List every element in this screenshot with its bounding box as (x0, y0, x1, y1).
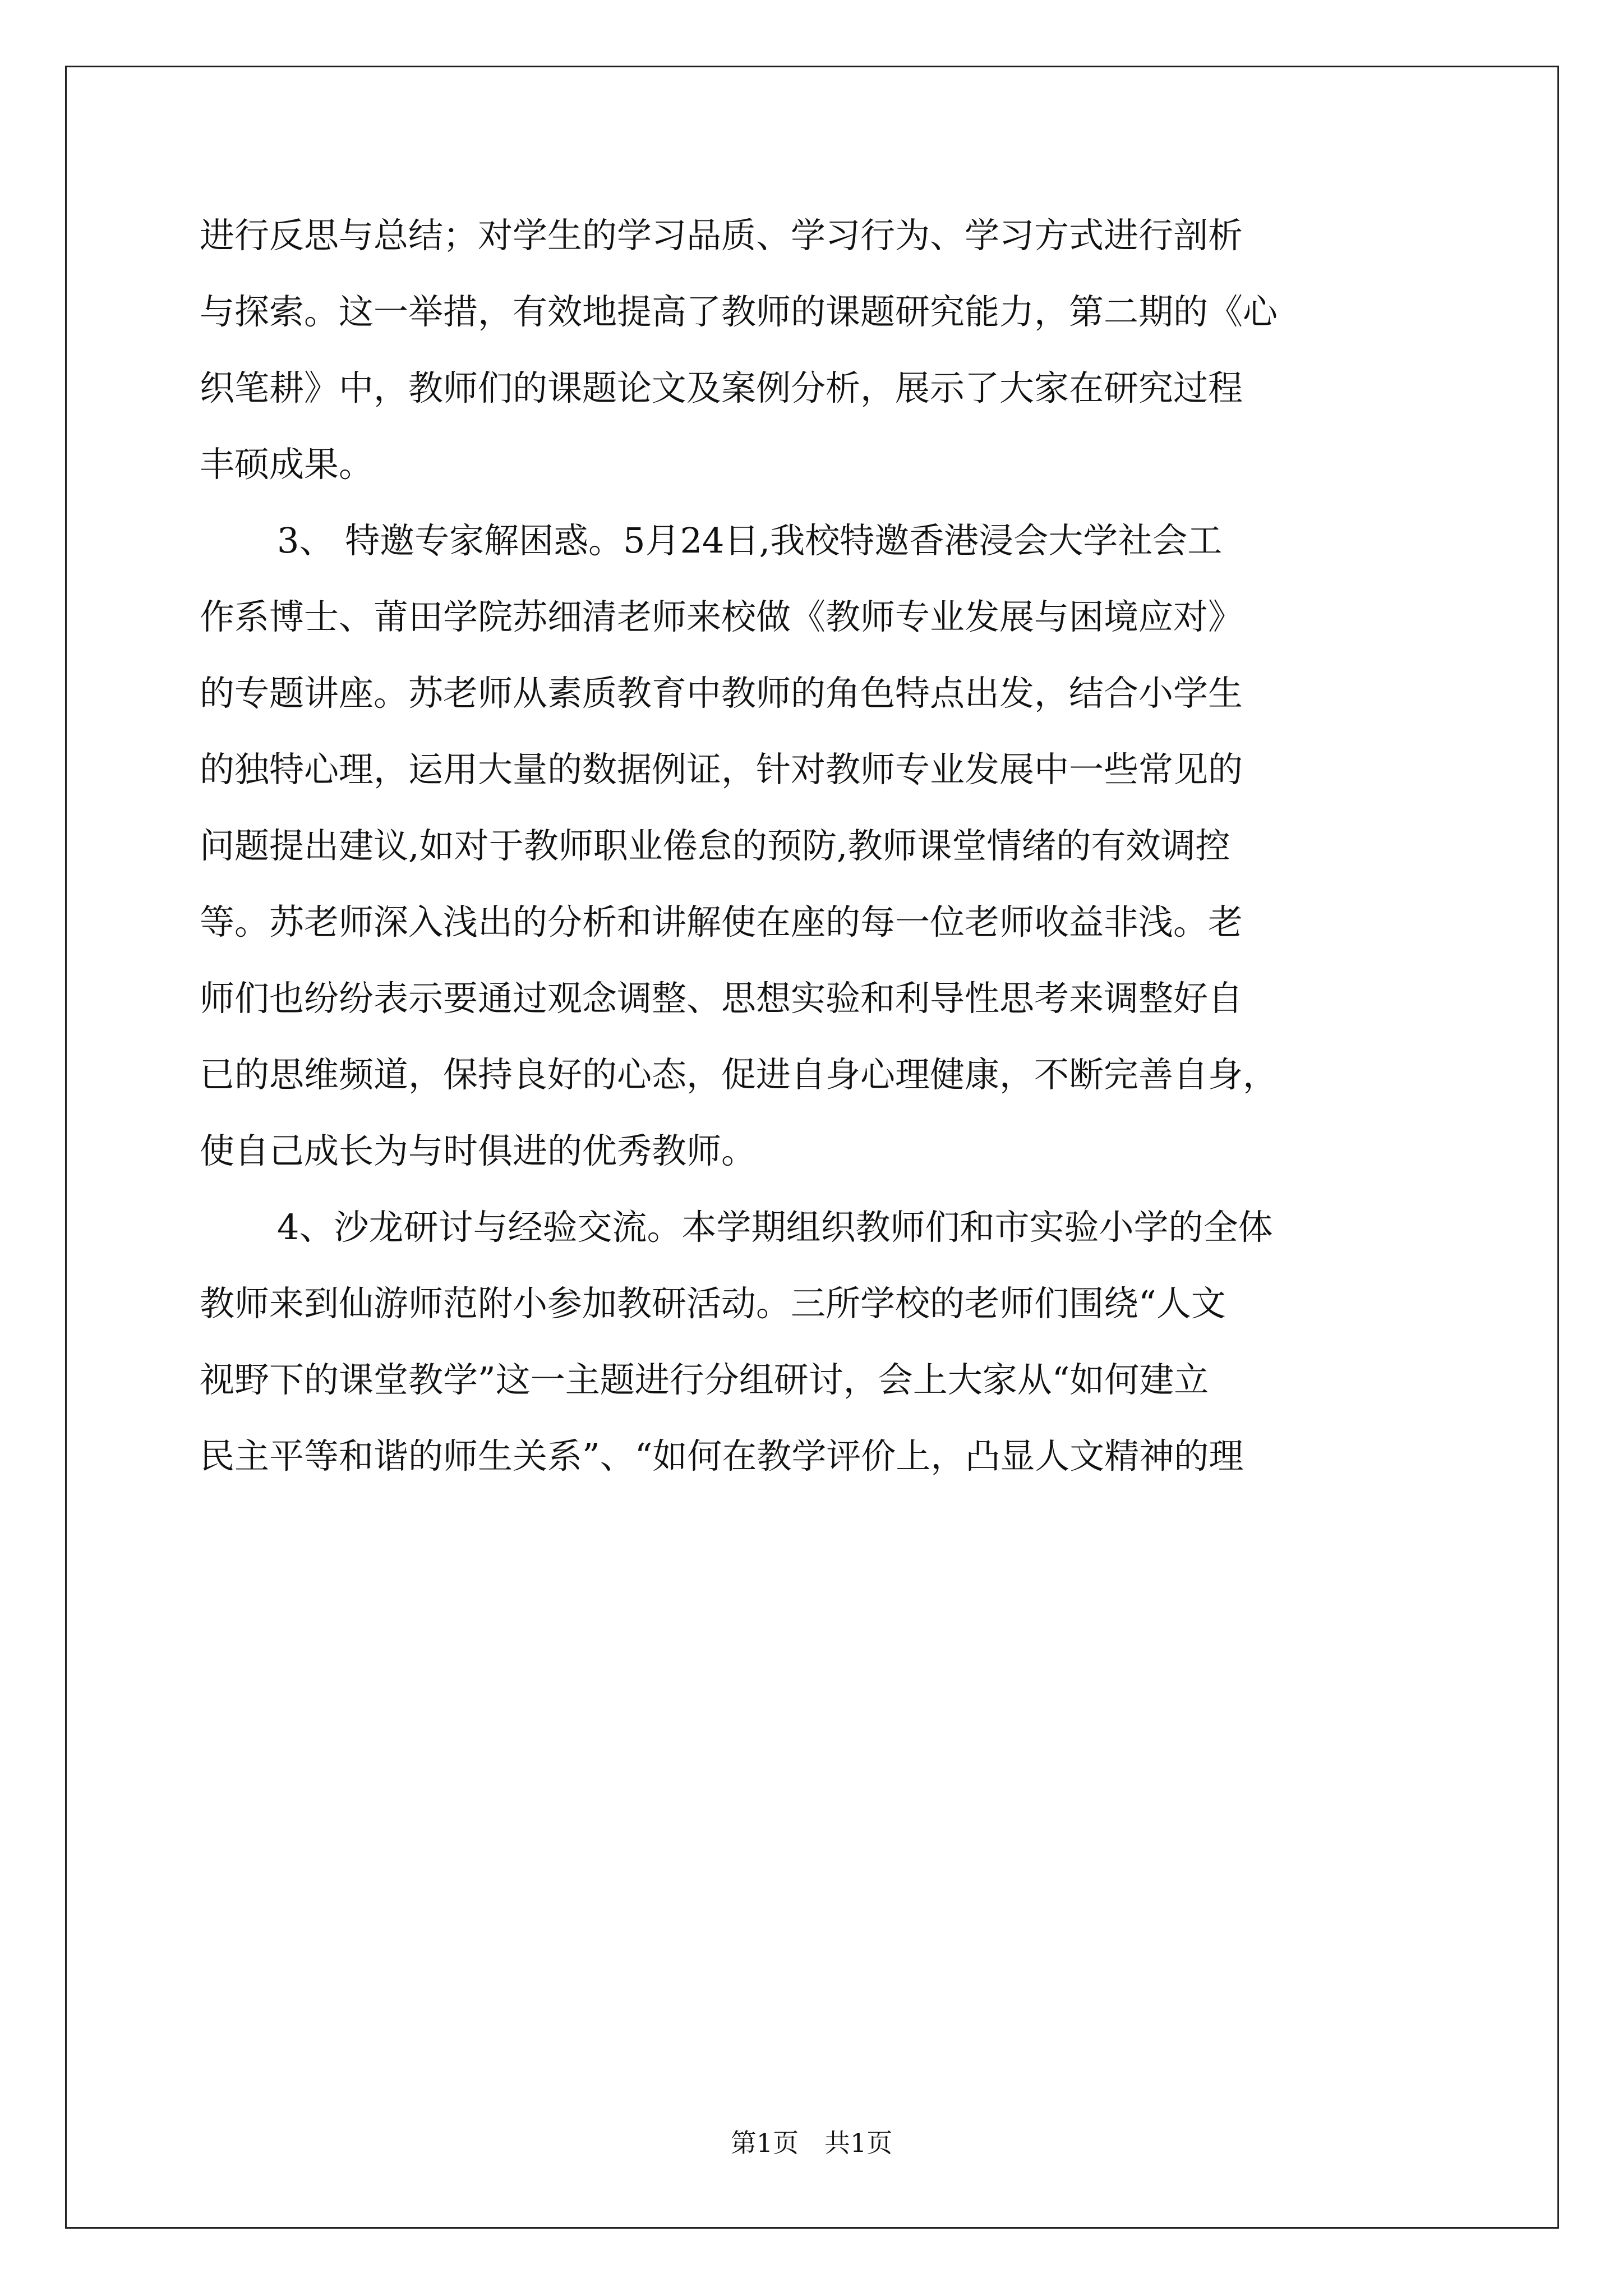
text-line: 作系博士、莆田学院苏细清老师来校做《教师专业发展与困境应对》 (200, 596, 1243, 637)
text-line: 丰硕成果。 (200, 444, 374, 485)
text-line: 教师来到仙游师范附小参加教研活动。三所学校的老师们围绕“人文 (200, 1283, 1226, 1324)
text-line: 进行反思与总结；对学生的学习品质、学习行为、学习方式进行剖析 (200, 215, 1243, 256)
text-line: 民主平等和谐的师生关系”、“如何在教学评价上，凸显人文精神的理 (200, 1435, 1244, 1476)
text-line: 师们也纷纷表示要通过观念调整、思想实验和利导性思考来调整好自 (200, 978, 1243, 1019)
text-line: 与探索。这一举措，有效地提高了教师的课题研究能力，第二期的《心 (200, 291, 1278, 332)
text-line: 织笔耕》中，教师们的课题论文及案例分析，展示了大家在研究过程 (200, 367, 1243, 408)
page-footer: 第1页 共1页 (730, 2128, 893, 2158)
text-line: 的专题讲座。苏老师从素质教育中教师的角色特点出发，结合小学生 (200, 673, 1243, 714)
text-line: 问题提出建议,如对于教师职业倦怠的预防,教师课堂情绪的有效调控 (200, 825, 1230, 866)
text-line: 视野下的课堂教学”这一主题进行分组研讨，会上大家从“如何建立 (200, 1359, 1209, 1400)
text-line: 的独特心理，运用大量的数据例证，针对教师专业发展中一些常见的 (200, 749, 1243, 790)
text-line: 等。苏老师深入浅出的分析和讲解使在座的每一位老师收益非浅。老 (200, 901, 1243, 942)
text-line: 使自己成长为与时俱进的优秀教师。 (200, 1130, 757, 1171)
paragraph-3-start: 3、 特邀专家解困惑。5月24日,我校特邀香港浸会大学社会工 (277, 520, 1223, 561)
text-line: 已的思维频道，保持良好的心态，促进自身心理健康，不断完善自身， (200, 1054, 1278, 1095)
paragraph-4-start: 4、沙龙研讨与经验交流。本学期组织教师们和市实验小学的全体 (277, 1207, 1273, 1248)
